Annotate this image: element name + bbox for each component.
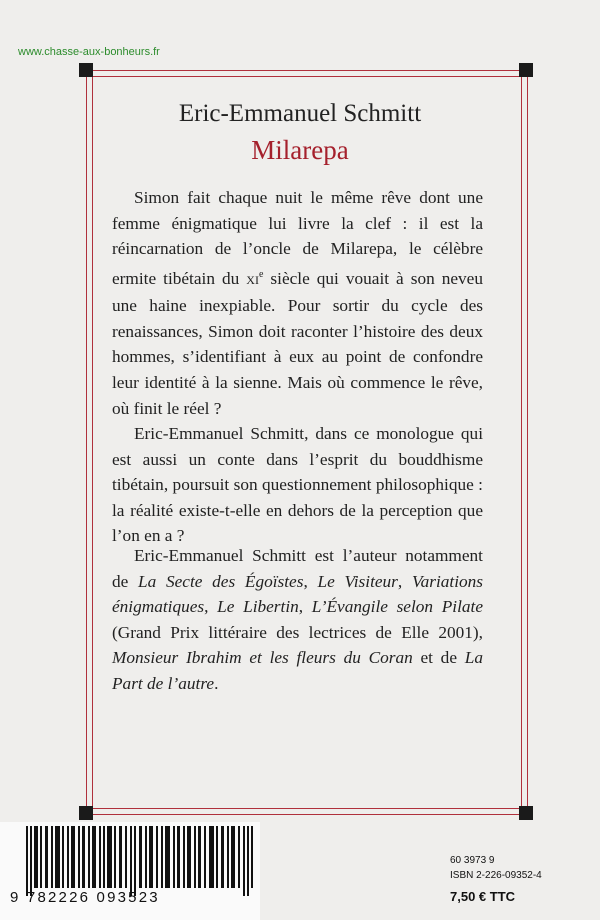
barcode-number: 9 782226 093523	[10, 889, 160, 906]
work-title: Monsieur Ibrahim et les fleurs du Coran	[112, 648, 413, 668]
product-code: 60 3973 9	[450, 855, 495, 866]
work-title: La Part de l’autre	[112, 648, 483, 693]
author-bio-paragraph: Eric-Emmanuel Schmitt est l’auteur notamment de La Secte des Égoïstes, Le Visiteur, Variations énigmatiques, Le Libertin, L’Évangile selon Pilate (Grand Prix littéraire des lectrices de Elle 2001), Monsieur Ibrahim et les fleurs du Coran et de La Part de l’autre.	[112, 546, 484, 693]
barcode-image	[26, 826, 254, 896]
price: 7,50 € TTC	[450, 889, 516, 904]
work-title: L’Évangile selon Pilate	[311, 597, 483, 617]
blurb-paragraph-2: Eric-Emmanuel Schmitt, dans ce monologue qui est aussi un conte dans l’esprit du bouddhisme tibétain, poursuit son questionnement philosophique : la réalité existe-t-elle en dehors de la perception que l’on en a ?	[112, 424, 483, 546]
corner-square-top-left	[79, 63, 93, 77]
work-title: Le Visiteur	[317, 571, 398, 591]
corner-square-top-right	[519, 63, 533, 77]
author-name: Eric-Emmanuel Schmitt	[178, 100, 422, 127]
work-title: La Secte des Égoïstes	[138, 571, 304, 591]
work-title: Variations énigmatiques	[112, 571, 484, 617]
watermark-url: www.chasse-aux-bonheurs.fr	[18, 46, 160, 58]
book-title: Milarepa	[251, 135, 349, 165]
author-bio	[112, 543, 483, 697]
blurb	[112, 185, 483, 549]
blurb-paragraph-1: Simon fait chaque nuit le même rêve dont une femme énigmatique lui livre la clef : il est la réincarnation de l’oncle de Milarepa, le célèbre ermite tibétain du XIe siècle qui vouait à son neveu une haine inexpiable. Pour sortir du cycle des renaissances, Simon doit raconter l’histoire des deux hommes, s’identifiant à eux au point de confondre leur identité à la sienne. Mais où commence le rêve, où finit le réel ?	[112, 188, 483, 418]
work-title: Le Libertin	[217, 597, 299, 617]
corner-square-bottom-right	[519, 806, 533, 820]
corner-square-bottom-left	[79, 806, 93, 820]
isbn: ISBN 2-226-09352-4	[450, 870, 542, 881]
